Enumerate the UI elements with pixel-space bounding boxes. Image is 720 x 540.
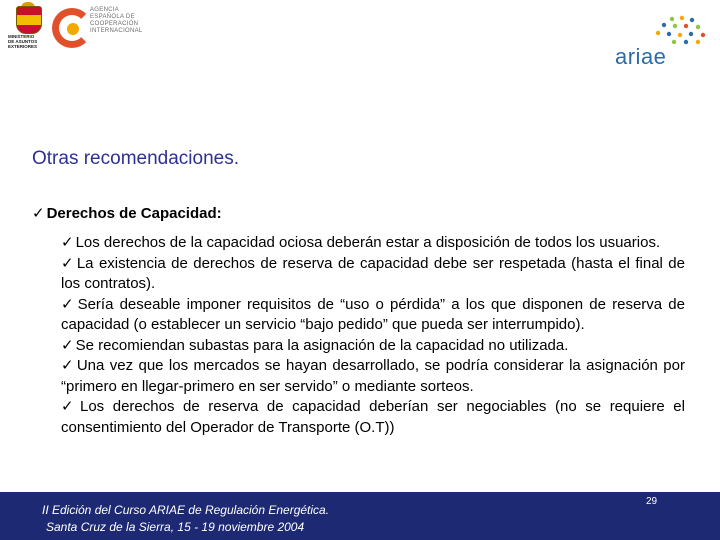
check-icon: ✓	[61, 254, 75, 272]
bullet-item	[61, 254, 685, 295]
ministerio-logo	[8, 4, 48, 52]
aecid-text: AGENCIA ESPAÑOLA DE COOPERACIÓN INTERNACIONAL	[90, 7, 143, 34]
check-icon: ✓	[61, 336, 74, 354]
bullet-text: La existencia de derechos de reserva de capacidad debe ser respetada (hasta el final de los contratos).	[61, 254, 685, 292]
ariae-dots-icon	[612, 14, 712, 46]
check-icon: ✓	[32, 205, 45, 222]
check-icon: ✓	[61, 295, 76, 313]
section-heading	[32, 204, 222, 222]
bullet-item	[61, 336, 685, 357]
check-icon: ✓	[61, 234, 74, 251]
bullet-item	[61, 233, 685, 254]
bullet-text: Los derechos de la capacidad ociosa deberán estar a disposición de todos los usuarios.	[75, 234, 661, 251]
slide-title: Otras recomendaciones.	[32, 148, 239, 169]
check-icon: ✓	[61, 398, 78, 415]
check-icon: ✓	[61, 357, 75, 374]
ariae-wordmark: ariae	[615, 44, 667, 69]
bullet-item	[61, 295, 685, 336]
ministerio-caption: MINISTERIO DE ASUNTOS EXTERIORES	[8, 34, 38, 49]
bullet-item	[61, 397, 685, 438]
bullet-text: Se recomiendan subastas para la asignación de la capacidad no utilizada.	[75, 336, 569, 354]
bullet-text: Los derechos de reserva de capacidad deberían ser negociables (no se requiere el consentimiento del Operador de Transporte (O.T))	[61, 398, 685, 436]
footer-text	[42, 502, 329, 536]
footer-bar	[0, 492, 720, 540]
footer-location-line: Santa Cruz de la Sierra, 15 - 19 noviembre 2004	[46, 520, 305, 534]
bullet-text: Una vez que los mercados se hayan desarrollado, se podría considerar la asignación por “primero en llegar-primero en ser servido” o mediante sorteos.	[61, 357, 685, 395]
bullet-item	[61, 356, 685, 397]
section-heading-text: Derechos de Capacidad:	[46, 205, 222, 222]
page-number: 29	[646, 496, 658, 507]
ariae-logo	[612, 14, 712, 70]
bullet-list	[61, 233, 685, 438]
aecid-logo	[52, 8, 92, 48]
bullet-text: Sería deseable imponer requisitos de “uso o pérdida” a los que disponen de reserva de capacidad (o establecer un servicio “bajo pedido” que pueda ser interrumpido).	[61, 295, 685, 333]
aecid-dot-icon	[67, 23, 79, 35]
coat-of-arms-icon	[16, 6, 42, 34]
footer-course-line: II Edición del Curso ARIAE de Regulación Energética.	[42, 503, 330, 517]
